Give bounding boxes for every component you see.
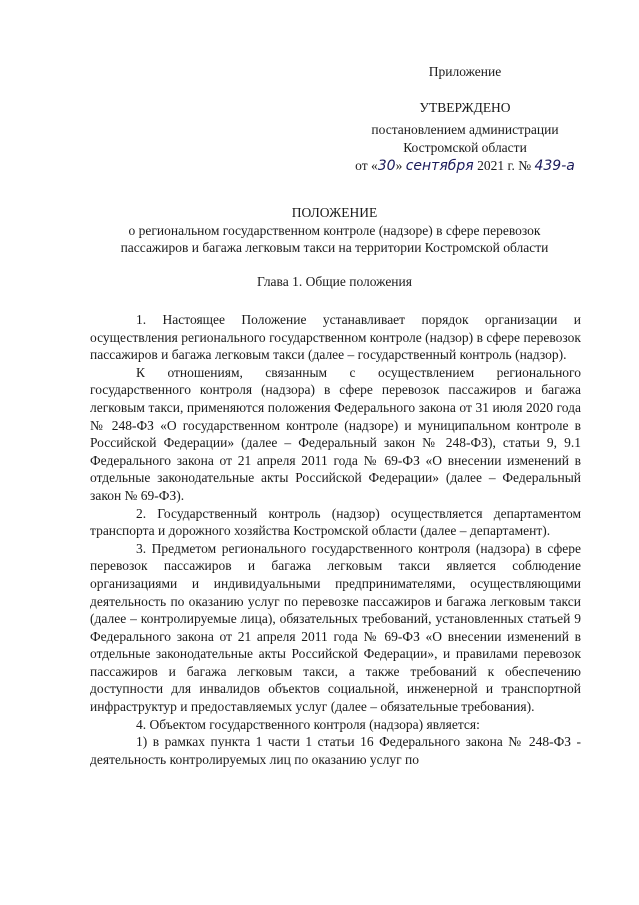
- document-title-block: [60, 204, 609, 256]
- date-line: [345, 157, 585, 175]
- handwritten-month: сентября: [405, 158, 474, 174]
- document-title: ПОЛОЖЕНИЕ: [291, 205, 378, 220]
- handwritten-doc-number: 439-а: [534, 158, 575, 174]
- title-line-1: о региональном государственном контроле (надзоре) в сфере перевозок: [128, 223, 541, 238]
- approved-label: УТВЕРЖДЕНО: [419, 100, 511, 115]
- paragraph: 1. Настоящее Положение устанавливает порядок организации и осуществления регионального государственном контроле (надзор) в сфере перевозок пассажиров и багажа легковым такси (далее – государственный контроль (надзор).: [90, 312, 581, 363]
- paragraph: 3. Предметом регионального государственного контроля (надзора) в сфере перевозок пассажиров и багажа легковым такси является соблюдение организациями и индивидуальными предпринимателями, осуществляющими деятельность по оказанию услуг по перевозке пассажиров и багажа легковым такси (далее – контролируемые лица), обязательных требований, установленных статьей 9 Федерального закона от 21 апреля 2011 года № 69-ФЗ «О внесении изменений в отдельные законодательные акты Российской Федерации», и правилами перевозок пассажиров и багажа легковым такси, а также требований к обеспечению доступности для инвалидов объектов социальной, инженерной и транспортной инфраструктур и предоставляемых услуг (далее – обязательные требования).: [90, 540, 581, 715]
- paragraph: 4. Объектом государственного контроля (надзора) является:: [136, 716, 480, 732]
- paragraph: 1) в рамках пункта 1 части 1 статьи 16 Федерального закона № 248-ФЗ - деятельность контролируемых лиц по оказанию услуг по: [90, 734, 581, 767]
- approval-block: [345, 99, 585, 175]
- appendix-label: Приложение: [428, 64, 502, 79]
- date-prefix: от «: [355, 158, 378, 173]
- document-body: [90, 311, 581, 768]
- chapter-heading: Глава 1. Общие положения: [257, 274, 412, 289]
- paragraph: К отношениям, связанным с осуществлением регионального государственного контроля (надзора) в сфере перевозок пассажиров и багажа легковым такси, применяются положения Федерального закона от 31 июля 2020 года № 248-ФЗ «О государственном контроле (надзоре) и муниципальном контроле в Российской Федерации» (далее – Федеральный закон № 248-ФЗ), статьи 9, 9.1 Федерального закона от 21 апреля 2011 года № 69-ФЗ «О внесении изменений в отдельные законодательные акты Российской Федерации» (далее – Федеральный закон № 69-ФЗ).: [90, 364, 581, 503]
- region-line: Костромской области: [403, 140, 527, 155]
- paragraph: 2. Государственный контроль (надзор) осуществляется департаментом транспорта и дорожного хозяйства Костромской области (далее – департамент).: [90, 505, 581, 539]
- title-line-2: пассажиров и багажа легковым такси на территории Костромской области: [120, 240, 549, 255]
- handwritten-day: 30: [377, 158, 396, 174]
- date-year: 2021 г. №: [477, 158, 532, 173]
- date-mid: »: [395, 158, 403, 173]
- resolution-line: постановлением администрации: [371, 122, 559, 137]
